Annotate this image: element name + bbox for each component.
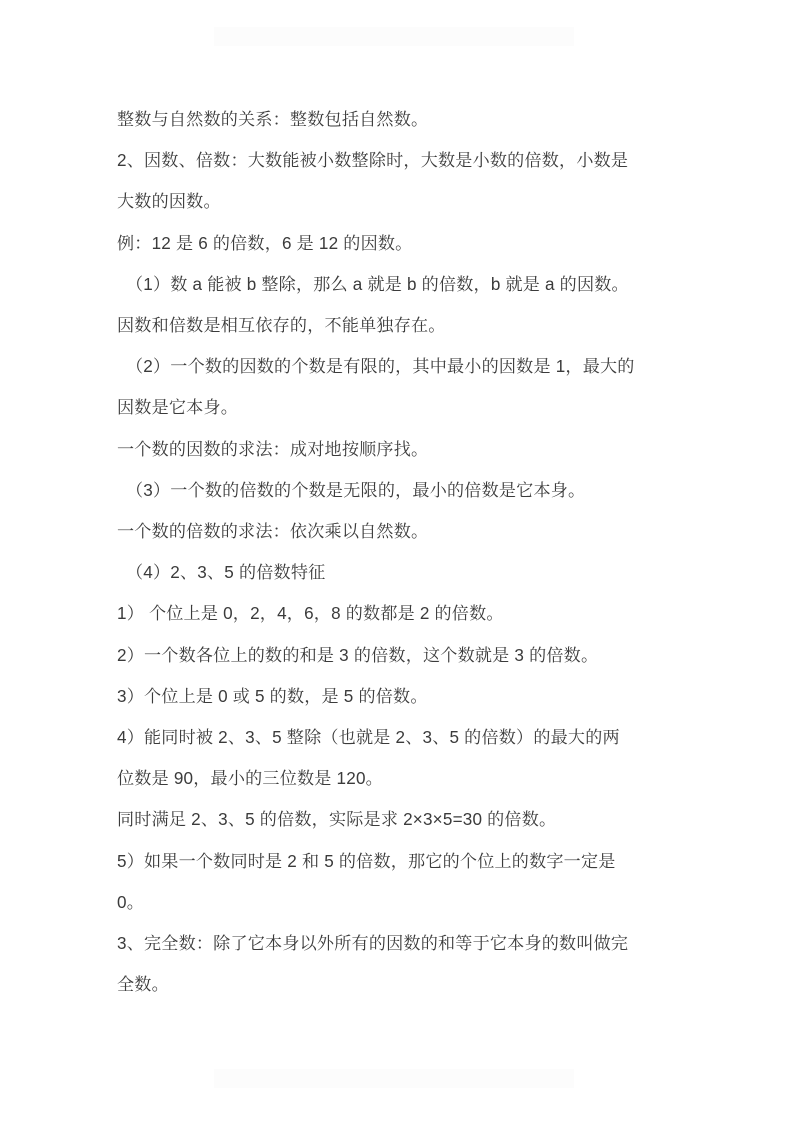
text-line: （3）一个数的倍数的个数是无限的，最小的倍数是它本身。: [126, 480, 586, 500]
text-line: 全数。: [117, 975, 169, 995]
text-line: （4）2、3、5 的倍数特征: [126, 563, 326, 583]
text-line: 1） 个位上是 0，2，4，6，8 的数都是 2 的倍数。: [117, 604, 504, 624]
text-line: 一个数的因数的求法：成对地按顺序找。: [117, 439, 429, 459]
text-line: 因数和倍数是相互依存的，不能单独存在。: [117, 316, 446, 336]
text-line: 整数与自然数的关系：整数包括自然数。: [117, 110, 429, 129]
text-line: 0。: [117, 892, 145, 912]
text-line: 例：12 是 6 的倍数，6 是 12 的因数。: [117, 233, 413, 253]
text-line: 3、完全数：除了它本身以外所有的因数的和等于它本身的数叫做完: [117, 934, 629, 954]
text-line: 位数是 90，最小的三位数是 120。: [117, 769, 383, 789]
document-text-body: [117, 99, 683, 1005]
text-line: （2）一个数的因数的个数是有限的，其中最小的因数是 1，最大的: [126, 357, 635, 377]
text-line: 5）如果一个数同时是 2 和 5 的倍数，那它的个位上的数字一定是: [117, 851, 616, 871]
text-line: （1）数 a 能被 b 整除，那么 a 就是 b 的倍数，b 就是 a 的因数。: [126, 274, 629, 294]
text-line: 4）能同时被 2、3、5 整除（也就是 2、3、5 的倍数）的最大的两: [117, 728, 620, 748]
text-line: 一个数的倍数的求法：依次乘以自然数。: [117, 522, 429, 542]
text-line: 同时满足 2、3、5 的倍数，实际是求 2×3×5=30 的倍数。: [117, 810, 557, 830]
text-line: 大数的因数。: [117, 192, 221, 212]
text-line: 2）一个数各位上的数的和是 3 的倍数，这个数就是 3 的倍数。: [117, 645, 599, 665]
text-line: 2、因数、倍数：大数能被小数整除时，大数是小数的倍数，小数是: [117, 151, 629, 171]
text-line: 3）个位上是 0 或 5 的数，是 5 的倍数。: [117, 686, 428, 706]
text-line: 因数是它本身。: [117, 398, 239, 418]
watermark-band-top: [214, 27, 574, 46]
watermark-band-bottom: [214, 1069, 574, 1088]
